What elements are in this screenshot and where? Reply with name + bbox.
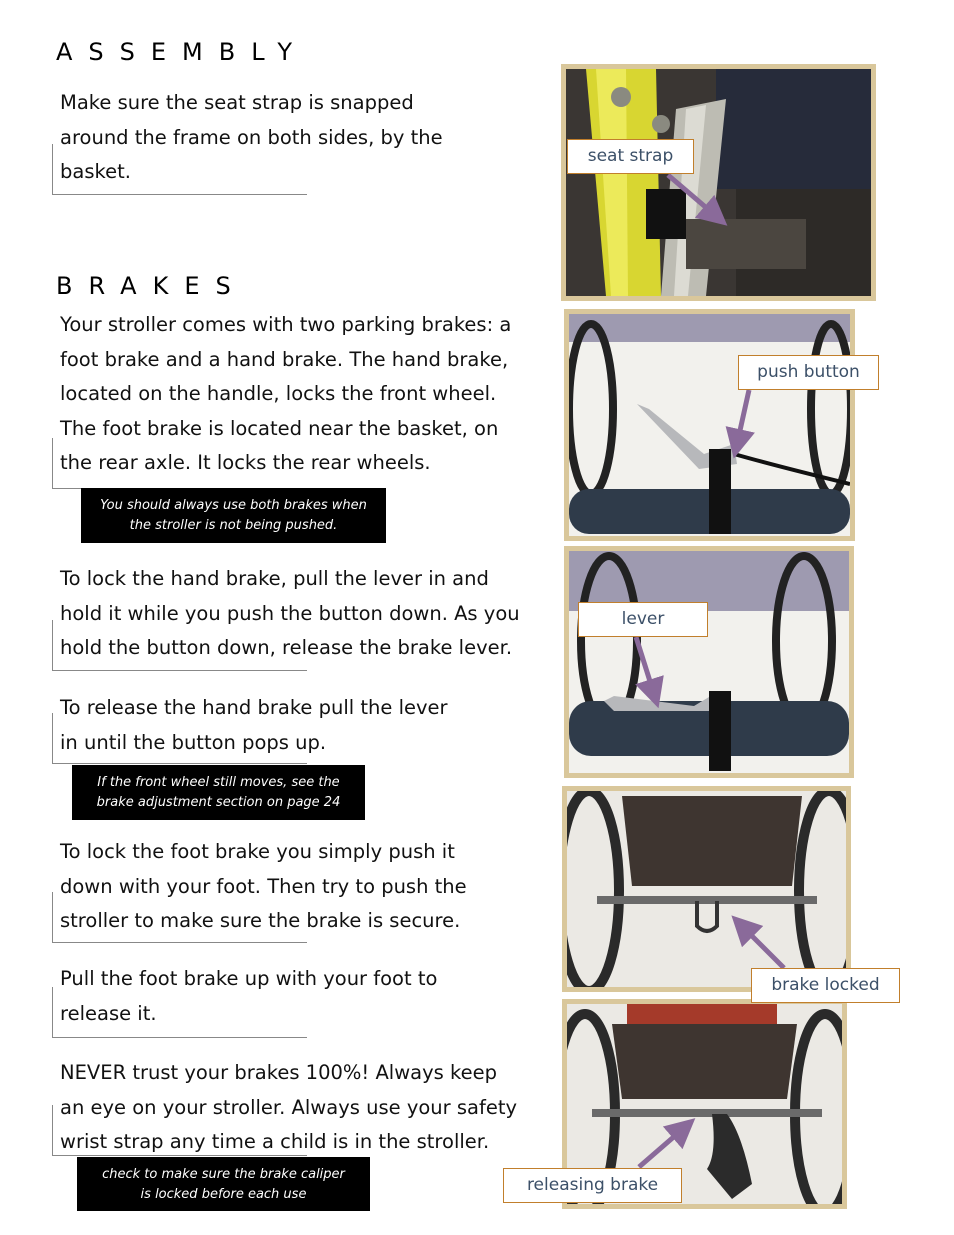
lock-hand-brake-text: To lock the hand brake, pull the lever in and hold it while you push the button down. As you hold the button down, release the brake lever. [60,567,520,659]
front-wheel-note: If the front wheel still moves, see the brake adjustment section on page 24 [72,765,365,820]
release-hand-brake-text: To release the hand brake pull the lever in until the button pops up. [60,696,448,754]
both-brakes-note: You should always use both brakes when the stroller is not being pushed. [81,488,386,543]
lever-photo [564,546,854,778]
assembly-heading: ASSEMBLY [56,38,309,66]
lock-foot-brake-text: To lock the foot brake you simply push it down with your foot. Then try to push the stroller to make sure the brake is secure. [60,840,467,932]
push-button-callout: push button [738,355,879,390]
lock-foot-brake-bracket [52,892,307,943]
brakes-intro-bracket [52,438,307,489]
seat-strap-photo [561,64,876,301]
brake-locked-photo [562,786,851,992]
safety-warning-text: NEVER trust your brakes 100%! Always keep an eye on your stroller. Always use your safety wrist strap any time a child is in the stroller. [60,1061,518,1153]
release-foot-brake-bracket [52,987,307,1038]
seat-strap-callout: seat strap [567,139,694,174]
caliper-note: check to make sure the brake caliper is locked before each use [77,1157,370,1211]
brakes-heading: BRAKES [56,272,247,300]
assembly-text: Make sure the seat strap is snapped around the frame on both sides, by the basket. [60,91,443,183]
safety-warning-bracket [52,1105,307,1156]
assembly-bracket [52,144,307,195]
push-button-photo [564,309,855,541]
lever-callout: lever [578,602,708,637]
lock-hand-brake-bracket [52,620,307,671]
release-foot-brake-text: Pull the foot brake up with your foot to release it. [60,967,438,1025]
brake-locked-callout: brake locked [751,968,900,1003]
release-hand-brake-bracket [52,713,307,764]
releasing-brake-callout: releasing brake [503,1168,682,1203]
brakes-intro-text: Your stroller comes with two parking brakes: a foot brake and a hand brake. The hand brake, located on the handle, locks the front wheel. The foot brake is located near the basket, on the rear axle. It locks the rear wheels. [60,313,512,474]
